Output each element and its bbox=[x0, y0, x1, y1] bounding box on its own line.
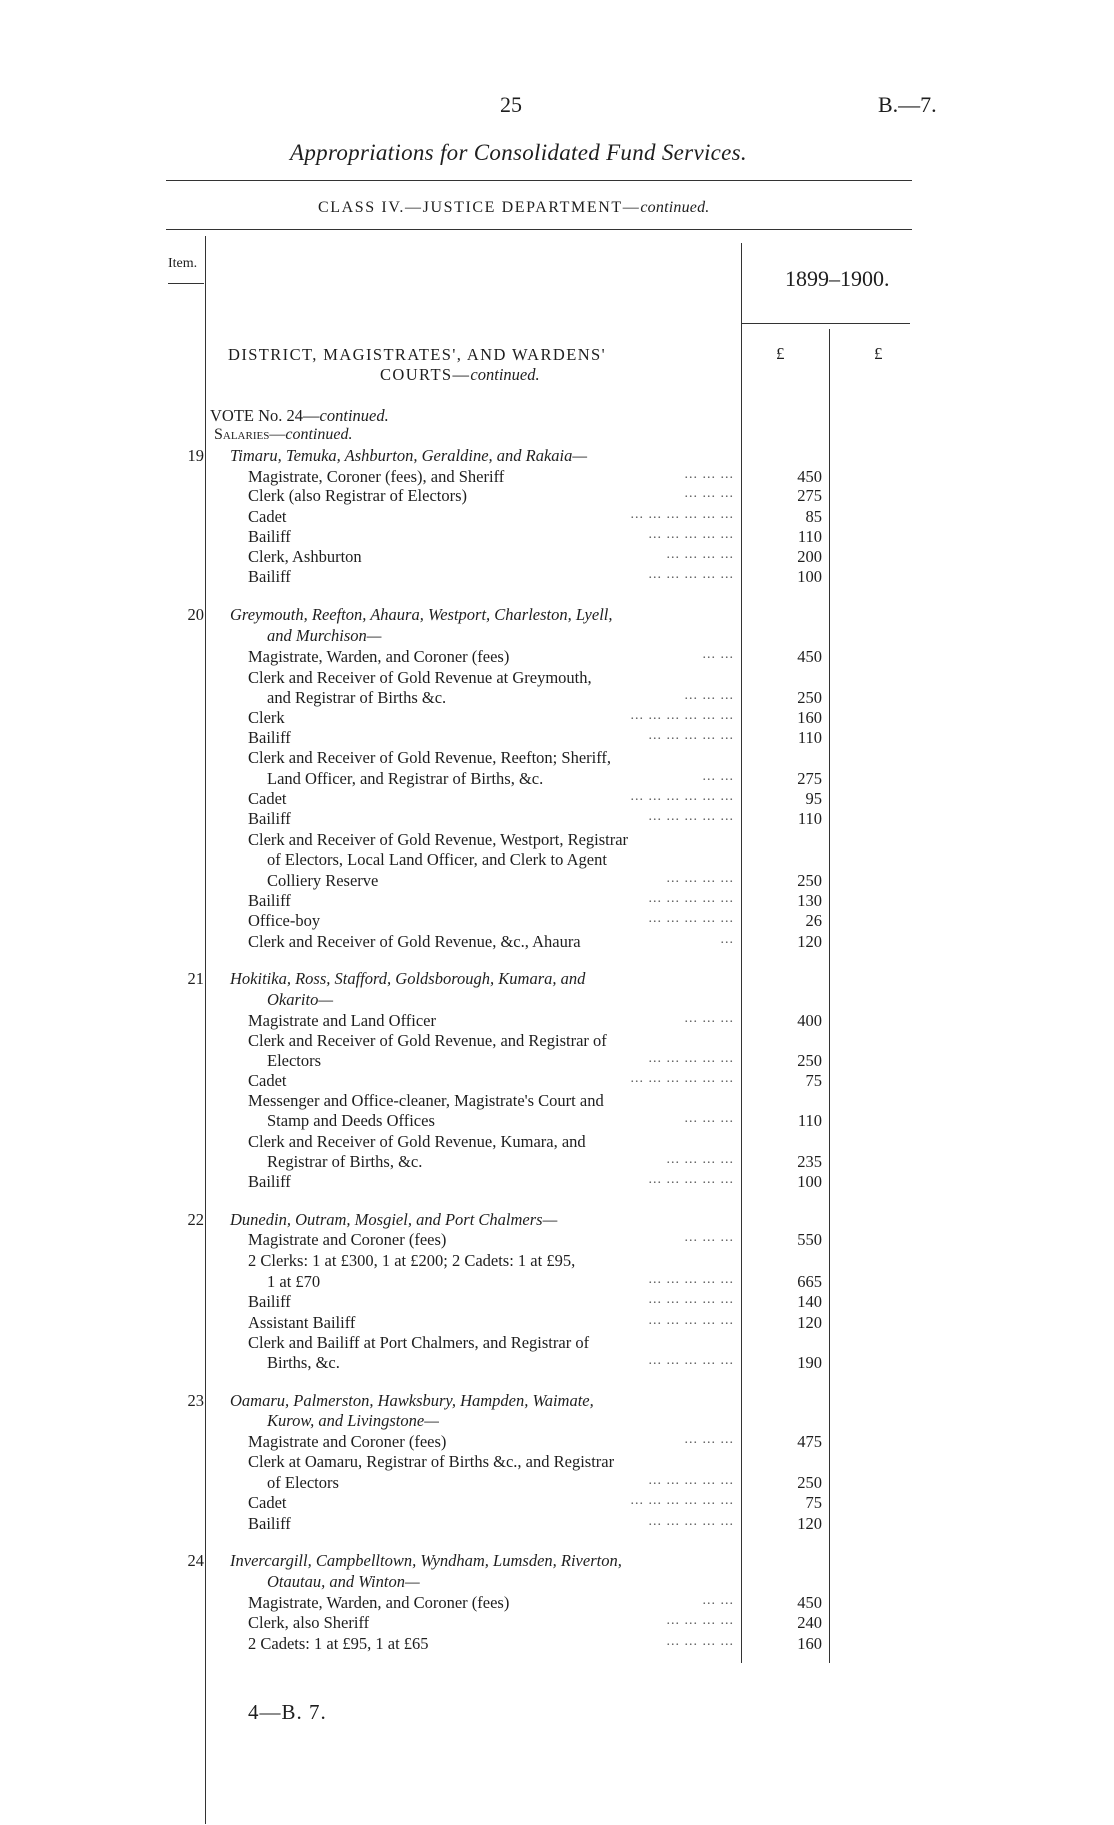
leader-dots: ... ... ... bbox=[684, 1432, 734, 1447]
title-rule bbox=[166, 180, 912, 181]
paper-reference: B.—7. bbox=[878, 92, 937, 117]
table-row bbox=[0, 1210, 1114, 1230]
entry-text: Bailiff bbox=[248, 809, 291, 828]
table-row bbox=[0, 567, 1114, 587]
item-number: 19 bbox=[187, 446, 204, 465]
entry-text: Messenger and Office-cleaner, Magistrate's Court and bbox=[248, 1091, 604, 1110]
amount-value: 550 bbox=[797, 1230, 822, 1249]
amount-value: 250 bbox=[797, 1051, 822, 1070]
district-heading: Hokitika, Ross, Stafford, Goldsborough, Kumara, and bbox=[230, 969, 586, 988]
amount-value: 120 bbox=[797, 1514, 822, 1533]
entry-text: Clerk and Receiver of Gold Revenue, Kumara, and bbox=[248, 1132, 586, 1151]
table-row bbox=[0, 1593, 1114, 1613]
amount-value: 26 bbox=[805, 911, 822, 930]
entry-text: 2 Cadets: 1 at £95, 1 at £65 bbox=[248, 1634, 429, 1653]
leader-dots: ... ... ... ... ... ... bbox=[630, 507, 734, 522]
leader-dots: ... ... bbox=[702, 769, 734, 784]
table-row bbox=[0, 547, 1114, 567]
entry-text: Stamp and Deeds Offices bbox=[267, 1111, 435, 1130]
table-row bbox=[0, 688, 1114, 708]
leader-dots: ... bbox=[720, 932, 734, 947]
amount-value: 450 bbox=[797, 647, 822, 666]
table-row bbox=[0, 1432, 1114, 1452]
leader-dots: ... ... ... ... ... ... bbox=[630, 1071, 734, 1086]
year-header: 1899–1900. bbox=[785, 266, 890, 291]
table-row bbox=[0, 728, 1114, 748]
item-number: 22 bbox=[187, 1210, 204, 1229]
leader-dots: ... ... ... ... ... bbox=[648, 1292, 734, 1307]
entry-text: Electors bbox=[267, 1051, 322, 1070]
table-row bbox=[0, 990, 1114, 1010]
district-heading: Invercargill, Campbelltown, Wyndham, Lumsden, Riverton, bbox=[230, 1551, 622, 1570]
leader-dots: ... ... ... bbox=[684, 688, 734, 703]
table-row bbox=[0, 1251, 1114, 1271]
year-underline bbox=[742, 323, 910, 324]
entry-text: Clerk and Bailiff at Port Chalmers, and Registrar of bbox=[248, 1333, 590, 1352]
table-row bbox=[0, 1011, 1114, 1031]
amount-value: 85 bbox=[805, 507, 822, 526]
entry-text: Bailiff bbox=[248, 1514, 291, 1533]
table-row bbox=[0, 809, 1114, 829]
entry-text: Cadet bbox=[248, 507, 287, 526]
table-row bbox=[0, 1613, 1114, 1633]
table-row bbox=[0, 1452, 1114, 1472]
amount-value: 110 bbox=[797, 809, 822, 828]
amount-value: 275 bbox=[797, 486, 822, 505]
entry-text: Magistrate, Warden, and Coroner (fees) bbox=[248, 647, 510, 666]
item-number: 20 bbox=[187, 605, 204, 624]
section-heading-line2: COURTS—continued. bbox=[380, 365, 540, 384]
entry-text: Clerk and Receiver of Gold Revenue, Westport, Registrar bbox=[248, 830, 629, 849]
page-number: 25 bbox=[500, 92, 522, 117]
entry-text: of Electors bbox=[267, 1473, 339, 1492]
item-column-header: Item. bbox=[168, 256, 198, 271]
table-row bbox=[0, 1272, 1114, 1292]
footer-signature: 4—B. 7. bbox=[248, 1700, 327, 1724]
table-row bbox=[0, 1391, 1114, 1411]
table-row bbox=[0, 1514, 1114, 1534]
entry-text: Cadet bbox=[248, 1493, 287, 1512]
leader-dots: ... ... ... ... ... ... bbox=[630, 789, 734, 804]
table-row bbox=[0, 1230, 1114, 1250]
entry-text: 2 Clerks: 1 at £300, 1 at £200; 2 Cadets: 1 at £95, bbox=[248, 1251, 576, 1270]
amount-value: 100 bbox=[797, 567, 822, 586]
entry-text: Colliery Reserve bbox=[267, 871, 379, 890]
entry-text: Clerk and Receiver of Gold Revenue at Greymouth, bbox=[248, 668, 592, 687]
entry-text: Cadet bbox=[248, 1071, 287, 1090]
table-row bbox=[0, 1551, 1114, 1571]
table-row bbox=[0, 1313, 1114, 1333]
table-row bbox=[0, 1292, 1114, 1312]
table-row bbox=[0, 1132, 1114, 1152]
table-row bbox=[0, 871, 1114, 891]
leader-dots: ... ... ... ... ... bbox=[648, 1051, 734, 1066]
entry-text: Clerk bbox=[248, 708, 285, 727]
district-heading: Otautau, and Winton— bbox=[267, 1572, 420, 1591]
table-row bbox=[0, 748, 1114, 768]
table-row bbox=[0, 446, 1114, 466]
amount-value: 400 bbox=[797, 1011, 822, 1030]
table-row bbox=[0, 1071, 1114, 1091]
table-row bbox=[0, 1111, 1114, 1131]
leader-dots: ... ... ... ... ... bbox=[648, 728, 734, 743]
leader-dots: ... ... ... ... ... bbox=[648, 1353, 734, 1368]
entry-text: Magistrate, Coroner (fees), and Sheriff bbox=[248, 467, 505, 486]
leader-dots: ... ... ... ... bbox=[666, 1634, 734, 1649]
amount-value: 475 bbox=[797, 1432, 822, 1451]
table-row bbox=[0, 1353, 1114, 1373]
amount-value: 120 bbox=[797, 1313, 822, 1332]
amount-value: 160 bbox=[797, 708, 822, 727]
amount-value: 100 bbox=[797, 1172, 822, 1191]
district-heading: and Murchison— bbox=[267, 626, 382, 645]
table-row bbox=[0, 605, 1114, 625]
entry-text: Magistrate and Coroner (fees) bbox=[248, 1230, 447, 1249]
item-header-underline bbox=[168, 283, 204, 284]
leader-dots: ... ... ... ... bbox=[666, 1613, 734, 1628]
entry-text: Bailiff bbox=[248, 1292, 291, 1311]
entry-text: Land Officer, and Registrar of Births, &c. bbox=[267, 769, 544, 788]
amount-value: 665 bbox=[797, 1272, 822, 1291]
leader-dots: ... ... bbox=[702, 1593, 734, 1608]
entry-text: Clerk, also Sheriff bbox=[248, 1613, 370, 1632]
amount-value: 235 bbox=[797, 1152, 822, 1171]
leader-dots: ... ... ... ... ... ... bbox=[630, 1493, 734, 1508]
district-heading: Timaru, Temuka, Ashburton, Geraldine, and Rakaia— bbox=[230, 446, 588, 465]
amount-value: 160 bbox=[797, 1634, 822, 1653]
leader-dots: ... ... ... bbox=[684, 486, 734, 501]
entry-text: Bailiff bbox=[248, 728, 291, 747]
entry-text: Births, &c. bbox=[267, 1353, 340, 1372]
table-row bbox=[0, 1473, 1114, 1493]
entry-text: Registrar of Births, &c. bbox=[267, 1152, 423, 1171]
amount-value: 250 bbox=[797, 688, 822, 707]
table-row bbox=[0, 769, 1114, 789]
leader-dots: ... ... ... bbox=[684, 1011, 734, 1026]
entry-text: Magistrate and Land Officer bbox=[248, 1011, 436, 1030]
entry-text: Clerk and Receiver of Gold Revenue, Reefton; Sheriff, bbox=[248, 748, 612, 767]
leader-dots: ... ... ... ... ... bbox=[648, 911, 734, 926]
table-row bbox=[0, 1572, 1114, 1592]
leader-dots: ... ... ... ... bbox=[666, 871, 734, 886]
page-title: Appropriations for Consolidated Fund Services. bbox=[290, 140, 747, 165]
table-row bbox=[0, 1493, 1114, 1513]
entry-text: Bailiff bbox=[248, 527, 291, 546]
leader-dots: ... ... ... ... ... bbox=[648, 1272, 734, 1287]
leader-dots: ... ... ... ... ... bbox=[648, 527, 734, 542]
district-heading: Kurow, and Livingstone— bbox=[267, 1411, 439, 1430]
table-row bbox=[0, 1152, 1114, 1172]
entry-text: of Electors, Local Land Officer, and Clerk to Agent bbox=[267, 850, 607, 869]
amount-value: 450 bbox=[797, 1593, 822, 1612]
table-row bbox=[0, 911, 1114, 931]
table-row bbox=[0, 626, 1114, 646]
district-heading: Oamaru, Palmerston, Hawksbury, Hampden, Waimate, bbox=[230, 1391, 594, 1410]
leader-dots: ... ... ... bbox=[684, 1230, 734, 1245]
leader-dots: ... ... ... bbox=[684, 1111, 734, 1126]
amount-value: 95 bbox=[805, 789, 822, 808]
entry-text: Bailiff bbox=[248, 1172, 291, 1191]
leader-dots: ... ... ... ... ... bbox=[648, 1172, 734, 1187]
table-row bbox=[0, 969, 1114, 989]
amount-value: 110 bbox=[797, 527, 822, 546]
amount-value: 275 bbox=[797, 769, 822, 788]
amount-value: 250 bbox=[797, 871, 822, 890]
table-row bbox=[0, 647, 1114, 667]
amount-value: 140 bbox=[797, 1292, 822, 1311]
amount-value: 450 bbox=[797, 467, 822, 486]
amount-value: 110 bbox=[797, 728, 822, 747]
item-number: 24 bbox=[187, 1551, 204, 1570]
table-row bbox=[0, 1172, 1114, 1192]
amount-value: 75 bbox=[805, 1071, 822, 1090]
entry-text: Clerk, Ashburton bbox=[248, 547, 362, 566]
leader-dots: ... ... ... bbox=[684, 467, 734, 482]
table-row bbox=[0, 467, 1114, 487]
leader-dots: ... ... bbox=[702, 647, 734, 662]
leader-dots: ... ... ... ... bbox=[666, 547, 734, 562]
item-number: 21 bbox=[187, 969, 204, 988]
leader-dots: ... ... ... ... ... ... bbox=[630, 708, 734, 723]
district-heading: Okarito— bbox=[267, 990, 333, 1009]
entry-text: and Registrar of Births &c. bbox=[267, 688, 447, 707]
entry-text: Magistrate, Warden, and Coroner (fees) bbox=[248, 1593, 510, 1612]
leader-dots: ... ... ... ... ... bbox=[648, 1313, 734, 1328]
table-row bbox=[0, 1051, 1114, 1071]
table-row bbox=[0, 1031, 1114, 1051]
amount-value: 120 bbox=[797, 932, 822, 951]
class-heading: CLASS IV.—JUSTICE DEPARTMENT—continued. bbox=[318, 199, 710, 216]
amount-value: 240 bbox=[797, 1613, 822, 1632]
district-heading: Dunedin, Outram, Mosgiel, and Port Chalmers— bbox=[230, 1210, 558, 1229]
entry-text: Bailiff bbox=[248, 891, 291, 910]
section-heading-line1: DISTRICT, MAGISTRATES', AND WARDENS' bbox=[228, 345, 606, 364]
entry-text: Assistant Bailiff bbox=[248, 1313, 356, 1332]
entry-text: Clerk and Receiver of Gold Revenue, and Registrar of bbox=[248, 1031, 607, 1050]
entry-text: Bailiff bbox=[248, 567, 291, 586]
entry-text: Clerk and Receiver of Gold Revenue, &c., Ahaura bbox=[248, 932, 581, 951]
amount-value: 75 bbox=[805, 1493, 822, 1512]
table-row bbox=[0, 1634, 1114, 1654]
item-number: 23 bbox=[187, 1391, 204, 1410]
table-row bbox=[0, 708, 1114, 728]
table-row bbox=[0, 932, 1114, 952]
table-row bbox=[0, 527, 1114, 547]
table-row bbox=[0, 668, 1114, 688]
class-rule bbox=[166, 229, 912, 230]
amount-value: 190 bbox=[797, 1353, 822, 1372]
table-row bbox=[0, 486, 1114, 506]
leader-dots: ... ... ... ... ... bbox=[648, 809, 734, 824]
leader-dots: ... ... ... ... ... bbox=[648, 1473, 734, 1488]
leader-dots: ... ... ... ... ... bbox=[648, 891, 734, 906]
entry-text: Office-boy bbox=[248, 911, 321, 930]
leader-dots: ... ... ... ... ... bbox=[648, 1514, 734, 1529]
district-heading: Greymouth, Reefton, Ahaura, Westport, Charleston, Lyell, bbox=[230, 605, 613, 624]
entry-text: Clerk at Oamaru, Registrar of Births &c., and Registrar bbox=[248, 1452, 615, 1471]
table-row bbox=[0, 850, 1114, 870]
currency-column-1: £ bbox=[776, 344, 785, 363]
salaries-line: Salaries—continued. bbox=[214, 426, 353, 443]
table-row bbox=[0, 1091, 1114, 1111]
entry-text: Magistrate and Coroner (fees) bbox=[248, 1432, 447, 1451]
entry-text: 1 at £70 bbox=[267, 1272, 321, 1291]
leader-dots: ... ... ... ... ... bbox=[648, 567, 734, 582]
table-row bbox=[0, 891, 1114, 911]
amount-value: 130 bbox=[797, 891, 822, 910]
vote-line: VOTE No. 24—continued. bbox=[210, 406, 389, 425]
table-row bbox=[0, 1411, 1114, 1431]
amount-value: 110 bbox=[797, 1111, 822, 1130]
currency-column-2: £ bbox=[874, 344, 883, 363]
amount-value: 200 bbox=[797, 547, 822, 566]
table-row bbox=[0, 789, 1114, 809]
table-row bbox=[0, 830, 1114, 850]
amount-value: 250 bbox=[797, 1473, 822, 1492]
entry-text: Clerk (also Registrar of Electors) bbox=[248, 486, 468, 505]
table-row bbox=[0, 507, 1114, 527]
leader-dots: ... ... ... ... bbox=[666, 1152, 734, 1167]
table-row bbox=[0, 1333, 1114, 1353]
entry-text: Cadet bbox=[248, 789, 287, 808]
